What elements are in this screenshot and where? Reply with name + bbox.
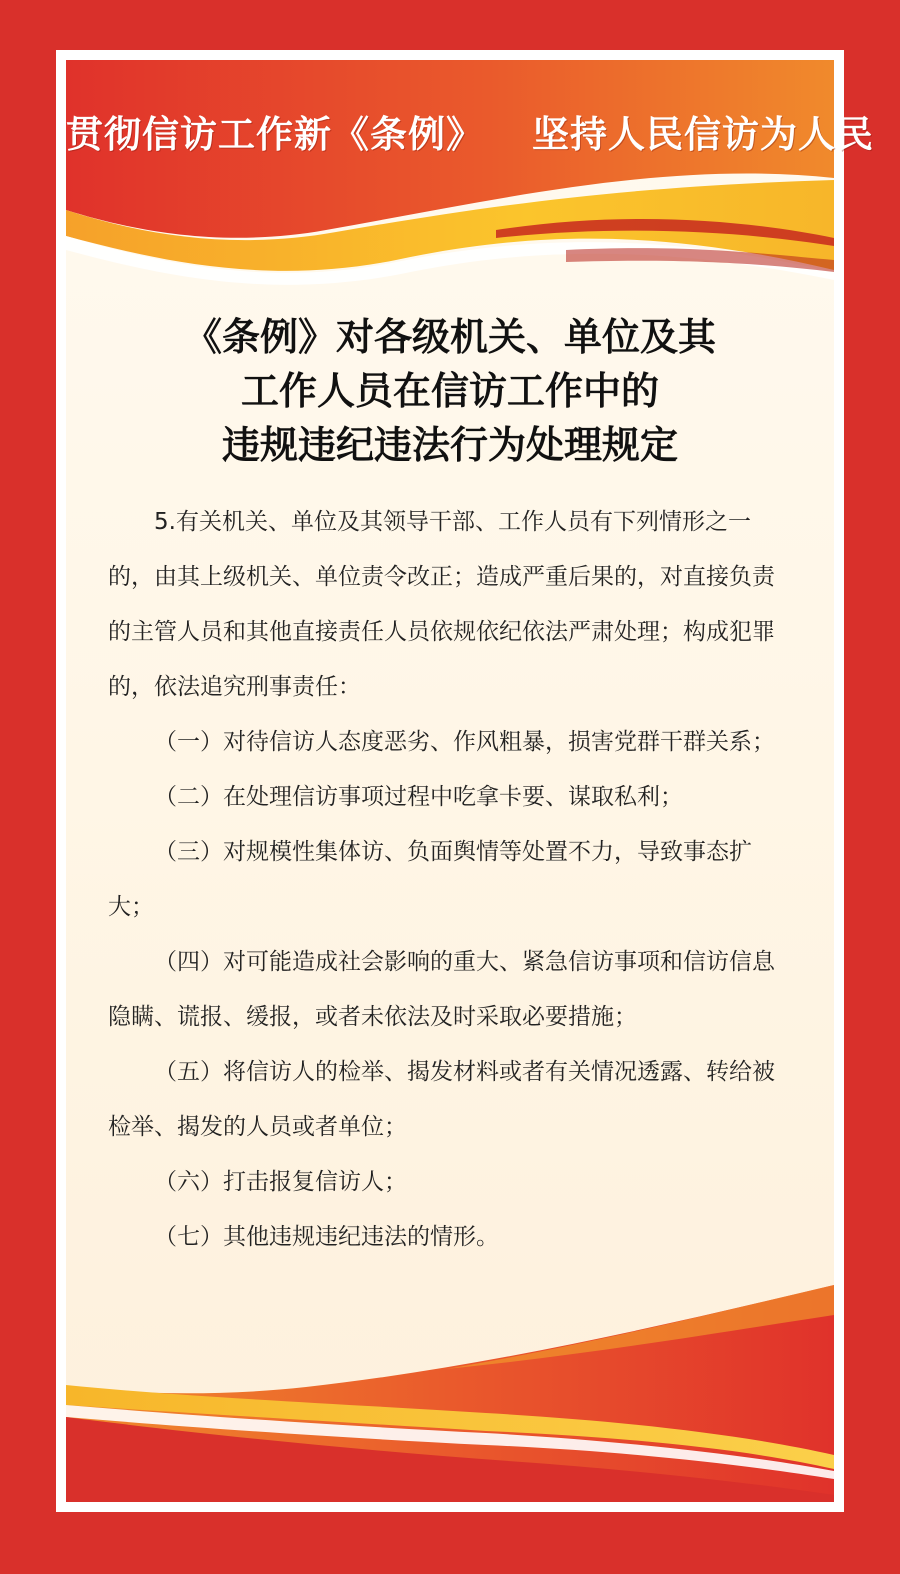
top-ribbon-decoration xyxy=(66,60,834,290)
clause-item-7: （七）其他违规违纪违法的情形。 xyxy=(154,1224,499,1250)
clause-item-2: （二）在处理信访事项过程中吃拿卡要、谋取私利； xyxy=(154,784,683,810)
title-line-3: 违规违纪违法行为处理规定 xyxy=(221,423,678,467)
regulation-body xyxy=(108,495,792,1265)
content-panel xyxy=(66,60,874,1502)
banner-slogan-left: 贯彻信访工作新《条例》 xyxy=(66,113,484,156)
clause-item-4: （四）对可能造成社会影响的重大、紧急信访事项和信访信息隐瞒、谎报、缓报，或者未依法及时采取必要措施； xyxy=(108,949,775,1030)
banner-slogan xyxy=(66,104,874,158)
clause-item-1: （一）对待信访人态度恶劣、作风粗暴，损害党群干群关系； xyxy=(154,729,775,755)
bottom-ribbon-decoration xyxy=(66,1285,834,1502)
banner-slogan-right: 坚持人民信访为人民 xyxy=(532,113,874,156)
title-line-2: 工作人员在信访工作中的 xyxy=(240,369,659,413)
clause-item-6: （六）打击报复信访人； xyxy=(154,1169,407,1195)
intro-paragraph: 5.有关机关、单位及其领导干部、工作人员有下列情形之一的，由其上级机关、单位责令改正；造成严重后果的，对直接负责的主管人员和其他直接责任人员依规依纪依法严肃处理；构成犯罪的，依法追究刑事责任： xyxy=(108,509,775,700)
page-title xyxy=(66,310,834,472)
clause-item-5: （五）将信访人的检举、揭发材料或者有关情况透露、转给被检举、揭发的人员或者单位； xyxy=(108,1059,775,1140)
title-line-1: 《条例》对各级机关、单位及其 xyxy=(183,315,716,359)
clause-item-3: （三）对规模性集体访、负面舆情等处置不力，导致事态扩大； xyxy=(108,839,752,920)
